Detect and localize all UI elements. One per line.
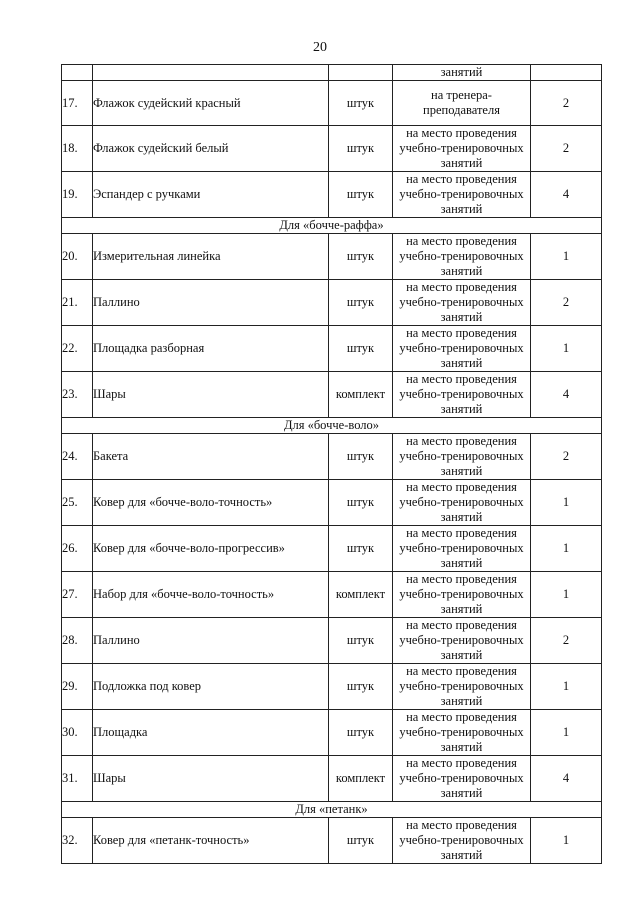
issue-place <box>393 818 531 864</box>
issue-place-line: на место проведения <box>406 572 517 586</box>
issue-place <box>393 172 531 218</box>
issue-place-line: на место проведения <box>406 434 517 448</box>
unit-of-measure: комплект <box>329 572 393 618</box>
issue-place-line: на место проведения <box>406 756 517 770</box>
unit-of-measure: штук <box>329 526 393 572</box>
issue-place-line: занятий <box>440 310 483 324</box>
unit-of-measure: штук <box>329 234 393 280</box>
quantity: 1 <box>531 818 602 864</box>
item-name: Ковер для «бочче-воло-точность» <box>93 480 329 526</box>
continuation-num-cell <box>62 65 93 81</box>
issue-place-line: на место проведения <box>406 480 517 494</box>
issue-place <box>393 664 531 710</box>
unit-of-measure: штук <box>329 618 393 664</box>
row-number: 20. <box>62 234 93 280</box>
issue-place-line: занятий <box>440 464 483 478</box>
issue-place-line: на место проведения <box>406 126 517 140</box>
item-name: Ковер для «петанк-точность» <box>93 818 329 864</box>
section-header-row <box>62 218 602 234</box>
issue-place-line: на место проведения <box>406 710 517 724</box>
issue-place-line: занятий <box>440 786 483 800</box>
issue-place-line: на место проведения <box>406 618 517 632</box>
unit-of-measure: комплект <box>329 372 393 418</box>
table-row <box>62 126 602 172</box>
unit-of-measure: штук <box>329 326 393 372</box>
continuation-unit-cell <box>329 65 393 81</box>
row-number: 29. <box>62 664 93 710</box>
issue-place <box>393 326 531 372</box>
issue-place <box>393 710 531 756</box>
row-number: 21. <box>62 280 93 326</box>
item-name: Флажок судейский красный <box>93 81 329 126</box>
item-name: Эспандер с ручками <box>93 172 329 218</box>
table-row <box>62 326 602 372</box>
table-row <box>62 372 602 418</box>
issue-place <box>393 618 531 664</box>
table-row <box>62 280 602 326</box>
issue-place-line: учебно-тренировочных <box>399 341 524 355</box>
issue-place-line: учебно-тренировочных <box>399 725 524 739</box>
issue-place-line: учебно-тренировочных <box>399 833 524 847</box>
continuation-row <box>62 65 602 81</box>
page-number: 20 <box>313 40 327 55</box>
issue-place-line: учебно-тренировочных <box>399 541 524 555</box>
row-number: 32. <box>62 818 93 864</box>
issue-place <box>393 126 531 172</box>
item-name: Паллино <box>93 280 329 326</box>
item-name: Шары <box>93 372 329 418</box>
item-name: Измерительная линейка <box>93 234 329 280</box>
section-title: Для «петанк» <box>62 802 602 818</box>
unit-of-measure: штук <box>329 818 393 864</box>
issue-place-line: учебно-тренировочных <box>399 295 524 309</box>
unit-of-measure: штук <box>329 434 393 480</box>
issue-place-line: занятий <box>440 694 483 708</box>
issue-place-line: занятий <box>440 202 483 216</box>
issue-place-line: занятий <box>440 556 483 570</box>
section-header-row <box>62 418 602 434</box>
issue-place <box>393 234 531 280</box>
issue-place-line: учебно-тренировочных <box>399 387 524 401</box>
quantity: 1 <box>531 480 602 526</box>
quantity: 4 <box>531 172 602 218</box>
issue-place <box>393 81 531 126</box>
row-number: 31. <box>62 756 93 802</box>
table-row <box>62 710 602 756</box>
table-row <box>62 81 602 126</box>
row-number: 30. <box>62 710 93 756</box>
table-row <box>62 234 602 280</box>
quantity: 1 <box>531 526 602 572</box>
section-title: Для «бочче-раффа» <box>62 218 602 234</box>
row-number: 18. <box>62 126 93 172</box>
equipment-table-body <box>62 65 602 864</box>
row-number: 25. <box>62 480 93 526</box>
row-number: 27. <box>62 572 93 618</box>
unit-of-measure: штук <box>329 280 393 326</box>
issue-place-line: преподавателя <box>423 103 500 117</box>
table-row <box>62 618 602 664</box>
table-row <box>62 756 602 802</box>
issue-place-line: учебно-тренировочных <box>399 633 524 647</box>
item-name: Бакета <box>93 434 329 480</box>
item-name: Набор для «бочче-воло-точность» <box>93 572 329 618</box>
row-number: 28. <box>62 618 93 664</box>
row-number: 23. <box>62 372 93 418</box>
quantity: 2 <box>531 126 602 172</box>
quantity: 2 <box>531 434 602 480</box>
issue-place-line: на место проведения <box>406 280 517 294</box>
issue-place-line: учебно-тренировочных <box>399 587 524 601</box>
unit-of-measure: штук <box>329 172 393 218</box>
issue-place-line: занятий <box>440 264 483 278</box>
item-name: Паллино <box>93 618 329 664</box>
issue-place-line: занятий <box>440 848 483 862</box>
quantity: 4 <box>531 372 602 418</box>
issue-place-line: на место проведения <box>406 234 517 248</box>
equipment-table <box>61 64 602 864</box>
quantity: 1 <box>531 572 602 618</box>
issue-place <box>393 434 531 480</box>
issue-place-line: на место проведения <box>406 526 517 540</box>
unit-of-measure: штук <box>329 480 393 526</box>
row-number: 22. <box>62 326 93 372</box>
item-name: Площадка разборная <box>93 326 329 372</box>
quantity: 2 <box>531 280 602 326</box>
issue-place-line: занятий <box>440 156 483 170</box>
row-number: 17. <box>62 81 93 126</box>
unit-of-measure: комплект <box>329 756 393 802</box>
quantity: 1 <box>531 710 602 756</box>
issue-place-line: на место проведения <box>406 818 517 832</box>
issue-place-line: учебно-тренировочных <box>399 187 524 201</box>
table-row <box>62 434 602 480</box>
issue-place-line: занятий <box>440 402 483 416</box>
issue-place-line: занятий <box>440 510 483 524</box>
issue-place-line: на место проведения <box>406 172 517 186</box>
issue-place-line: занятий <box>440 648 483 662</box>
unit-of-measure: штук <box>329 664 393 710</box>
quantity: 2 <box>531 618 602 664</box>
row-number: 26. <box>62 526 93 572</box>
row-number: 19. <box>62 172 93 218</box>
item-name: Ковер для «бочче-воло-прогрессив» <box>93 526 329 572</box>
unit-of-measure: штук <box>329 710 393 756</box>
issue-place <box>393 480 531 526</box>
issue-place <box>393 280 531 326</box>
issue-place-line: учебно-тренировочных <box>399 449 524 463</box>
quantity: 1 <box>531 326 602 372</box>
issue-place-line: на место проведения <box>406 372 517 386</box>
table-row <box>62 172 602 218</box>
item-name: Подложка под ковер <box>93 664 329 710</box>
continuation-qty-cell <box>531 65 602 81</box>
row-number: 24. <box>62 434 93 480</box>
issue-place-line: учебно-тренировочных <box>399 249 524 263</box>
issue-place-line: занятий <box>440 602 483 616</box>
item-name: Площадка <box>93 710 329 756</box>
table-row <box>62 480 602 526</box>
table-row <box>62 526 602 572</box>
issue-place <box>393 756 531 802</box>
table-row <box>62 664 602 710</box>
issue-place-line: занятий <box>440 356 483 370</box>
table-row <box>62 818 602 864</box>
issue-place-line: на тренера- <box>431 88 492 102</box>
issue-place-line: на место проведения <box>406 664 517 678</box>
quantity: 1 <box>531 664 602 710</box>
issue-place-line: учебно-тренировочных <box>399 495 524 509</box>
issue-place <box>393 572 531 618</box>
quantity: 4 <box>531 756 602 802</box>
section-header-row <box>62 802 602 818</box>
unit-of-measure: штук <box>329 81 393 126</box>
continuation-place-cell: занятий <box>393 65 531 81</box>
issue-place-line: учебно-тренировочных <box>399 679 524 693</box>
unit-of-measure: штук <box>329 126 393 172</box>
continuation-name-cell <box>93 65 329 81</box>
issue-place-line: учебно-тренировочных <box>399 771 524 785</box>
issue-place-line: занятий <box>440 740 483 754</box>
item-name: Шары <box>93 756 329 802</box>
issue-place <box>393 526 531 572</box>
issue-place-line: учебно-тренировочных <box>399 141 524 155</box>
item-name: Флажок судейский белый <box>93 126 329 172</box>
section-title: Для «бочче-воло» <box>62 418 602 434</box>
quantity: 2 <box>531 81 602 126</box>
issue-place-line: на место проведения <box>406 326 517 340</box>
table-row <box>62 572 602 618</box>
quantity: 1 <box>531 234 602 280</box>
issue-place <box>393 372 531 418</box>
